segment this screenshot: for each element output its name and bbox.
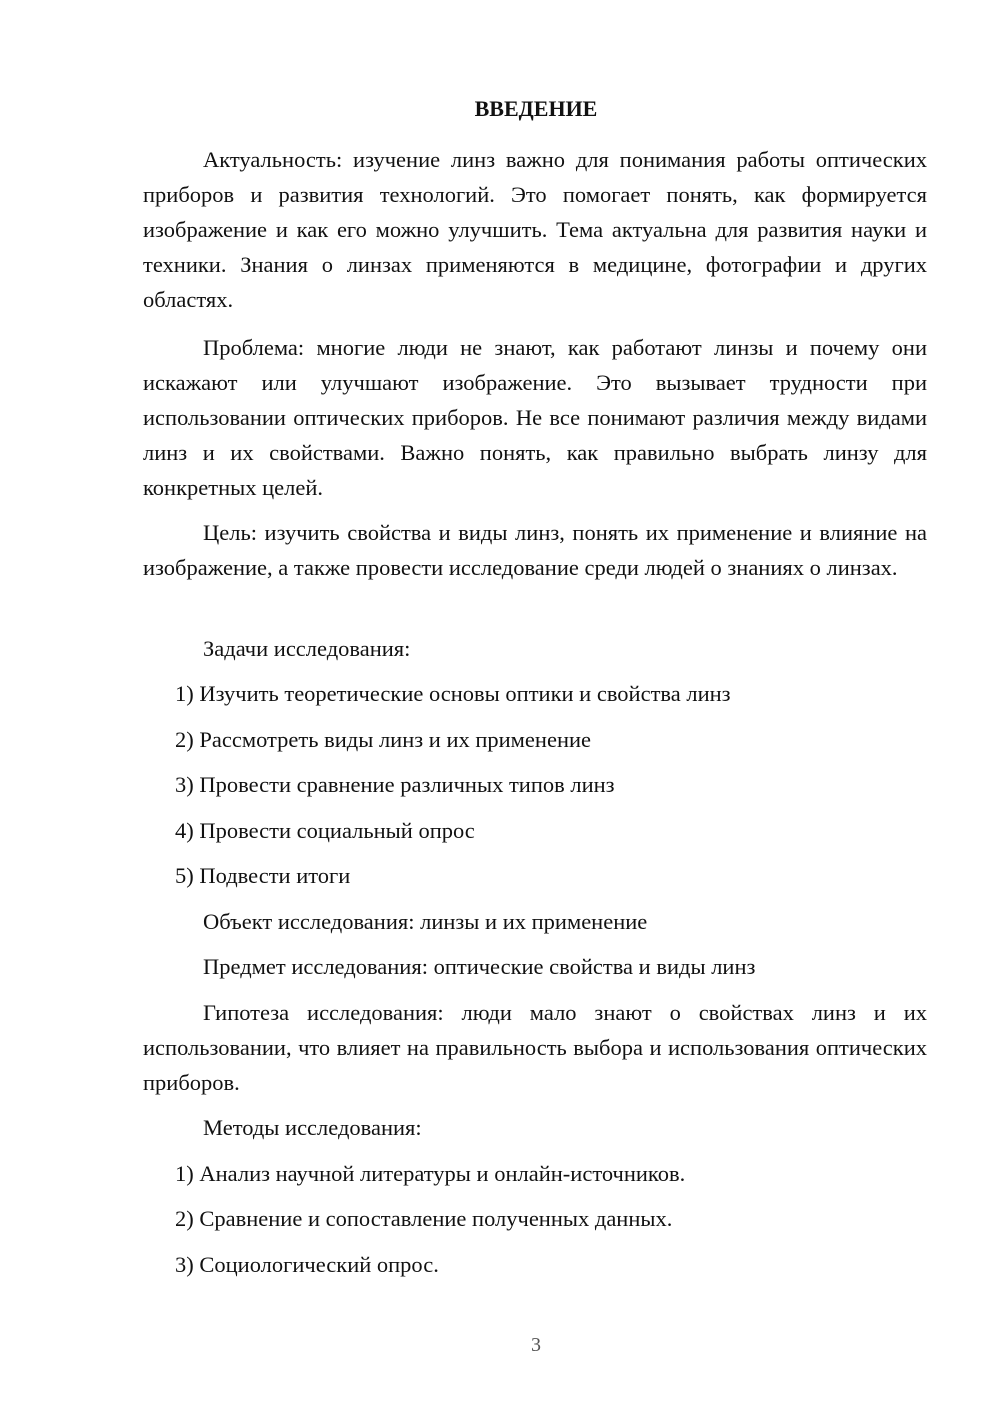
method-item: 2) Сравнение и сопоставление полученных данных.: [175, 1206, 673, 1231]
relevance-paragraph: Актуальность: изучение линз важно для понимания работы оптических приборов и развития технологий. Это помогает понять, как формируется изображение и как его можно улучшить. Тема актуальна для развития науки и техники. Знания о линзах применяются в медицине, фотографии и других областях.: [143, 147, 927, 312]
goal-paragraph: Цель: изучить свойства и виды линз, понять их применение и влияние на изображение, а также провести исследование среди людей о знаниях о линзах.: [143, 520, 927, 580]
task-item: 5) Подвести итоги: [175, 863, 351, 888]
problem-paragraph: Проблема: многие люди не знают, как работают линзы и почему они искажают или улучшают изображение. Это вызывает трудности при использовании оптических приборов. Не все понимают различия между видами линз и их свойствами. Важно понять, как правильно выбрать линзу для конкретных целей.: [143, 335, 927, 500]
task-item: 4) Провести социальный опрос: [175, 818, 475, 843]
research-object: Объект исследования: линзы и их применение: [203, 909, 648, 934]
method-item: 1) Анализ научной литературы и онлайн-источников.: [175, 1161, 686, 1186]
page-number: 3: [531, 1334, 541, 1356]
research-subject: Предмет исследования: оптические свойства и виды линз: [203, 954, 756, 979]
tasks-heading: Задачи исследования:: [203, 636, 411, 661]
page-title: ВВЕДЕНИЕ: [474, 96, 598, 121]
task-item: 3) Провести сравнение различных типов линз: [175, 772, 615, 797]
task-item: 2) Рассмотреть виды линз и их применение: [175, 727, 592, 752]
hypothesis-paragraph: Гипотеза исследования: люди мало знают о свойствах линз и их использовании, что влияет на правильность выбора и использования оптических приборов.: [143, 1000, 927, 1095]
task-item: 1) Изучить теоретические основы оптики и свойства линз: [175, 681, 731, 706]
method-item: 3) Социологический опрос.: [175, 1252, 439, 1277]
methods-heading: Методы исследования:: [203, 1115, 422, 1140]
